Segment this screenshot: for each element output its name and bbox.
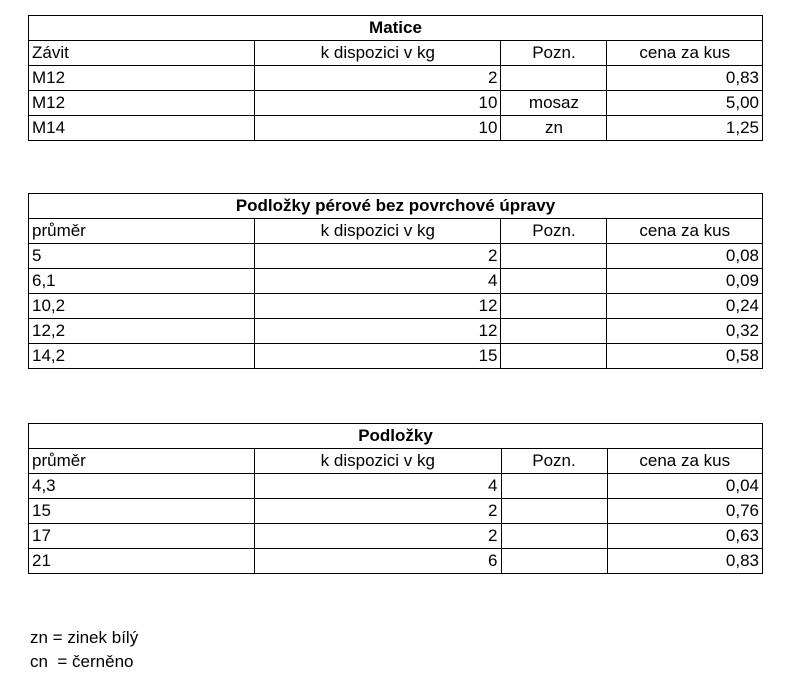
cell-price: 0,83: [607, 66, 763, 91]
matice-table: [28, 15, 763, 141]
cell-note: [501, 294, 607, 319]
cell-price: 0,09: [607, 269, 763, 294]
legend: [30, 626, 138, 674]
cell-size: M12: [29, 66, 255, 91]
cell-kg: 6: [255, 549, 501, 574]
cell-price: 0,04: [607, 474, 763, 499]
cell-note: zn: [501, 116, 607, 141]
table-row: [29, 319, 763, 344]
table-title: Podložky: [29, 424, 763, 449]
table-row: [29, 474, 763, 499]
table-title-row: [29, 424, 763, 449]
cell-size: 5: [29, 244, 255, 269]
table-title-row: [29, 194, 763, 219]
cell-price: 0,63: [607, 524, 763, 549]
legend-item-cn: cn = černěno: [30, 652, 134, 671]
cell-price: 0,58: [607, 344, 763, 369]
table-title: Podložky pérové bez povrchové úpravy: [29, 194, 763, 219]
washers-table: [28, 423, 763, 574]
cell-size: M14: [29, 116, 255, 141]
cell-kg: 2: [255, 499, 501, 524]
cell-kg: 2: [255, 66, 501, 91]
header-price: cena za kus: [607, 41, 763, 66]
table-title-row: [29, 16, 763, 41]
cell-size: 17: [29, 524, 255, 549]
cell-size: 4,3: [29, 474, 255, 499]
cell-note: [501, 499, 607, 524]
cell-kg: 10: [255, 91, 501, 116]
header-size: Závit: [29, 41, 255, 66]
cell-kg: 4: [255, 474, 501, 499]
header-note: Pozn.: [501, 219, 607, 244]
header-price: cena za kus: [607, 449, 763, 474]
cell-kg: 12: [255, 294, 501, 319]
cell-size: 21: [29, 549, 255, 574]
spring-washers-table: [28, 193, 763, 369]
cell-price: 0,83: [607, 549, 763, 574]
cell-price: 5,00: [607, 91, 763, 116]
cell-kg: 15: [255, 344, 501, 369]
table-title: Matice: [29, 16, 763, 41]
cell-price: 0,76: [607, 499, 763, 524]
cell-price: 0,08: [607, 244, 763, 269]
cell-size: M12: [29, 91, 255, 116]
table-row: [29, 269, 763, 294]
cell-note: mosaz: [501, 91, 607, 116]
table-row: [29, 344, 763, 369]
cell-note: [501, 269, 607, 294]
header-note: Pozn.: [501, 41, 607, 66]
cell-size: 6,1: [29, 269, 255, 294]
cell-kg: 2: [255, 244, 501, 269]
table-row: [29, 549, 763, 574]
legend-item-zn: zn = zinek bílý: [30, 628, 139, 647]
cell-price: 0,24: [607, 294, 763, 319]
cell-note: [501, 524, 607, 549]
header-size: průměr: [29, 219, 255, 244]
table-row: [29, 66, 763, 91]
cell-size: 12,2: [29, 319, 255, 344]
table-row: [29, 244, 763, 269]
table-row: [29, 116, 763, 141]
table-header-row: [29, 41, 763, 66]
header-kg: k dispozici v kg: [255, 219, 501, 244]
header-note: Pozn.: [501, 449, 607, 474]
cell-size: 14,2: [29, 344, 255, 369]
table-row: [29, 294, 763, 319]
table-header-row: [29, 449, 763, 474]
cell-note: [501, 319, 607, 344]
header-kg: k dispozici v kg: [255, 41, 501, 66]
cell-size: 15: [29, 499, 255, 524]
cell-price: 1,25: [607, 116, 763, 141]
cell-note: [501, 549, 607, 574]
table-row: [29, 91, 763, 116]
cell-note: [501, 66, 607, 91]
cell-kg: 10: [255, 116, 501, 141]
table-row: [29, 499, 763, 524]
table-header-row: [29, 219, 763, 244]
table-row: [29, 524, 763, 549]
cell-note: [501, 474, 607, 499]
header-size: průměr: [29, 449, 255, 474]
cell-size: 10,2: [29, 294, 255, 319]
header-kg: k dispozici v kg: [255, 449, 501, 474]
cell-price: 0,32: [607, 319, 763, 344]
cell-note: [501, 344, 607, 369]
cell-kg: 4: [255, 269, 501, 294]
cell-kg: 12: [255, 319, 501, 344]
header-price: cena za kus: [607, 219, 763, 244]
cell-note: [501, 244, 607, 269]
cell-kg: 2: [255, 524, 501, 549]
